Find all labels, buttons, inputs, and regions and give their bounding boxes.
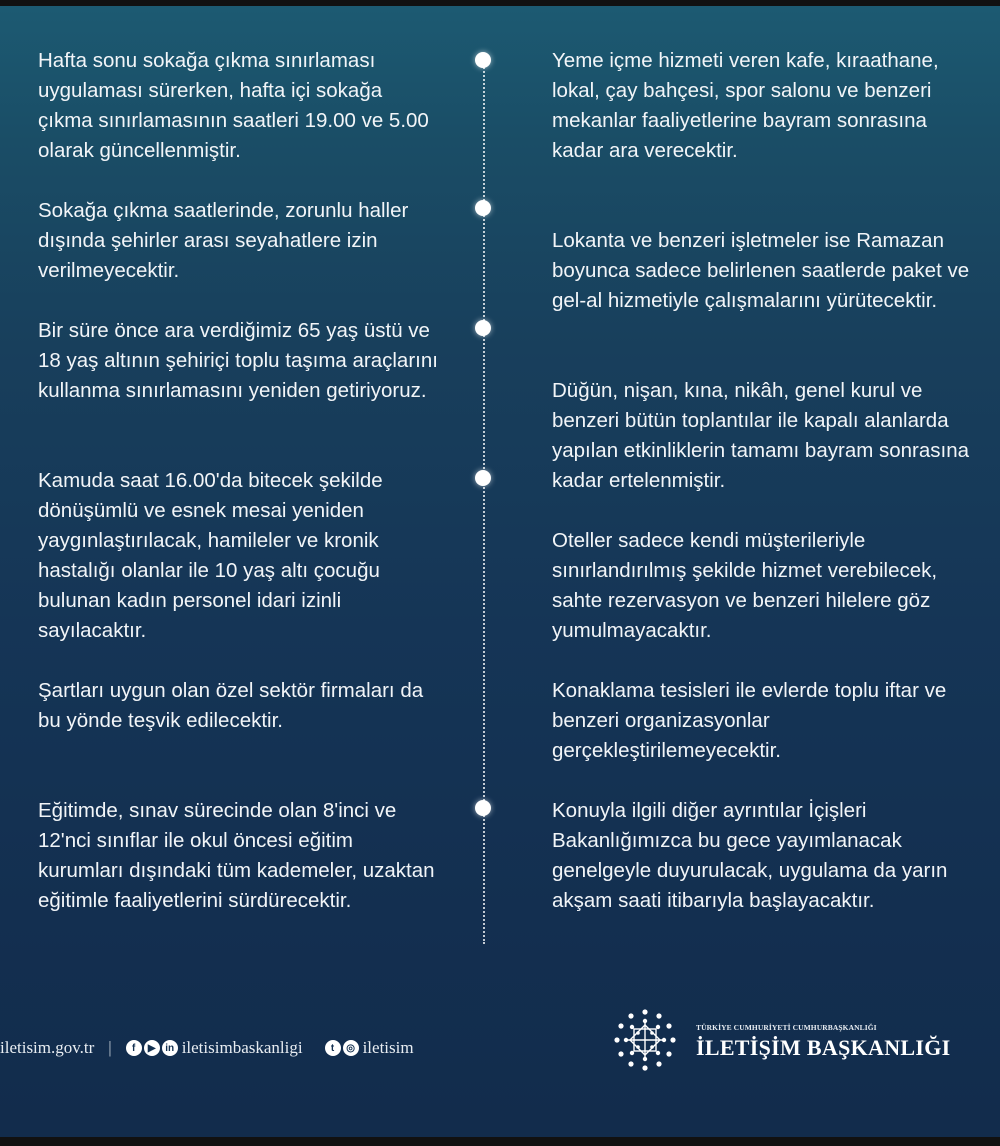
right-item-4: Oteller sadece kendi müşterileriyle sınırlandırılmış şekilde hizmet verebilecek, sahte rezervasyon ve benzeri hilelere göz yumulmayacaktır. (552, 529, 938, 642)
timeline-dot (475, 52, 491, 68)
social-handle-primary[interactable]: iletisimbaskanligi (181, 1038, 303, 1057)
instagram-icon: ◎ (343, 1040, 359, 1056)
right-item-2: Lokanta ve benzeri işletmeler ise Ramazan boyunca sadece belirlenen saatlerde paket ve gel-al hizmetiyle çalışmalarını yürütecektir. (552, 229, 970, 312)
linkedin-icon: in (162, 1040, 178, 1056)
timeline-dot (475, 320, 491, 336)
right-item-6: Konuyla ilgili diğer ayrıntılar İçişleri Bakanlığımızca bu gece yayımlanacak genelgeyle duyurulacak, uygulama da yarın akşam saati itibarıyla başlayacaktır. (552, 799, 948, 912)
right-item-3: Düğün, nişan, kına, nikâh, genel kurul ve benzeri bütün toplantılar ile kapalı alanlarda yapılan etkinliklerin tamamı bayram sonrasına kadar ertelenmiştir. (552, 379, 970, 492)
footer-separator: | (108, 1038, 112, 1057)
brand-title: İLETİŞİM BAŞKANLIĞI (696, 1035, 951, 1060)
left-item-3: Bir süre önce ara verdiğimiz 65 yaş üstü ve 18 yaş altının şehiriçi toplu taşıma araçlarını kullanma sınırlamasını yeniden getiriyoruz. (38, 319, 438, 402)
timeline-dot (475, 200, 491, 216)
left-item-5: Şartları uygun olan özel sektör firmaları da bu yönde teşvik edilecektir. (38, 679, 424, 732)
bottom-border (0, 1137, 1000, 1146)
facebook-icon: f (126, 1040, 142, 1056)
timeline-dot (475, 470, 491, 486)
left-item-1: Hafta sonu sokağa çıkma sınırlaması uygulaması sürerken, hafta içi sokağa çıkma sınırlamasının saatleri 19.00 ve 5.00 olarak güncellenmiştir. (38, 49, 429, 162)
left-item-4: Kamuda saat 16.00'da bitecek şekilde dönüşümlü ve esnek mesai yeniden yaygınlaştırılacak, hamileler ve kronik hastalığı olanlar ile 10 yaş altı çocuğu bulunan kadın personel idari izinli sayılacaktır. (38, 469, 383, 642)
right-item-1: Yeme içme hizmeti veren kafe, kıraathane, lokal, çay bahçesi, spor salonu ve benzeri mekanlar faaliyetlerine bayram sonrasına kadar ara verecektir. (552, 49, 939, 162)
twitter-icon: t (325, 1040, 341, 1056)
announcement-poster (0, 6, 1000, 1137)
right-item-5: Konaklama tesisleri ile evlerde toplu iftar ve benzeri organizasyonlar gerçekleştirilemeyecektir. (552, 679, 947, 762)
social-icons-group (126, 1040, 178, 1056)
star-emblem-icon (612, 1007, 678, 1073)
footer-links (0, 1028, 414, 1068)
website-link[interactable]: iletisim.gov.tr (0, 1038, 95, 1057)
social-icons-group-2 (325, 1040, 359, 1056)
social-handle-secondary[interactable]: iletisim (362, 1038, 414, 1057)
left-item-2: Sokağa çıkma saatlerinde, zorunlu haller dışında şehirler arası seyahatlere izin verilmeyecektir. (38, 199, 409, 282)
brand-block (612, 1001, 952, 1081)
youtube-icon: ▶ (144, 1040, 160, 1056)
timeline-dot (475, 800, 491, 816)
left-item-6: Eğitimde, sınav sürecinde olan 8'inci ve 12'nci sınıflar ile okul öncesi eğitim kurumları dışındaki tüm kademeler, uzaktan eğitimle faaliyetlerini sürdürecektir. (38, 799, 435, 912)
brand-subtitle: TÜRKİYE CUMHURİYETİ CUMHURBAŞKANLIĞI (696, 1023, 877, 1032)
